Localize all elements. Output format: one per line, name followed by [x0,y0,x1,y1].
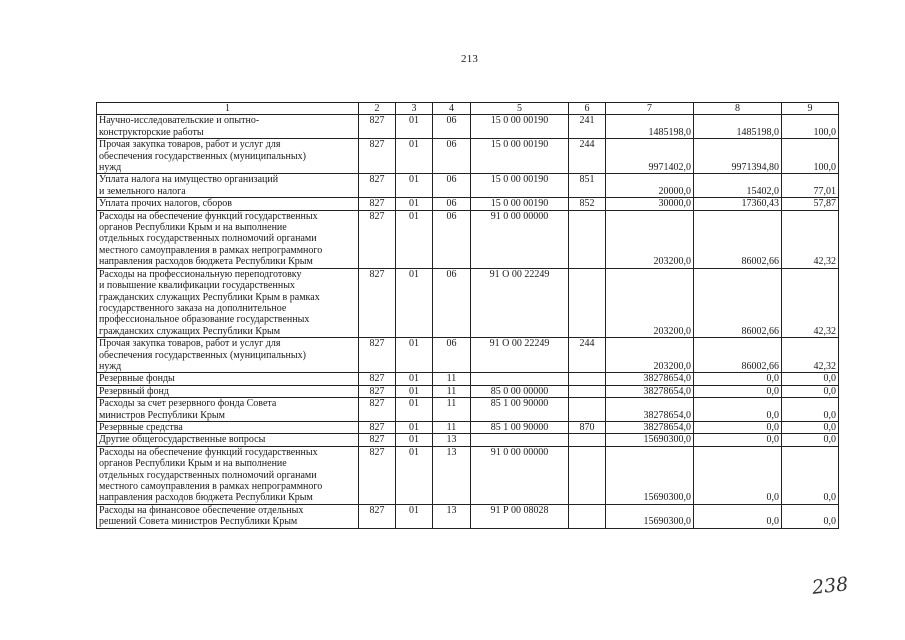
row-c8-cell: 0,0 [694,421,782,433]
row-c7-cell: 15690300,0 [606,434,694,446]
row-name-line: профессиональное образование государственных [99,314,310,326]
row-c3-cell: 01 [396,174,433,198]
row-c3-cell: 01 [396,115,433,139]
row-c7-cell: 30000,0 [606,198,694,210]
header-cell: 1 [97,103,359,115]
row-c7-cell: 203200,0 [606,210,694,268]
row-name-line: гражданских служащих Республики Крым в рамках [99,291,320,303]
row-c4-cell: 11 [433,398,471,422]
row-c4-cell: 06 [433,174,471,198]
row-c4-cell: 06 [433,338,471,373]
row-c3-cell: 01 [396,373,433,385]
row-c8-cell: 0,0 [694,385,782,397]
row-name-line: органов Республики Крым и на выполнение [99,458,287,470]
page-number: 213 [461,53,479,65]
header-row [97,103,839,115]
row-c7-cell: 38278654,0 [606,421,694,433]
row-c9-cell: 100,0 [782,139,839,174]
header-cell: 8 [694,103,782,115]
row-name-line: отдельных государственных полномочий органами [99,469,317,481]
handwritten-note: 238 [810,573,850,599]
budget-table [96,102,839,529]
row-name-cell [97,446,359,504]
row-name-line: отдельных государственных полномочий органами [99,233,317,245]
row-c6-cell [569,210,606,268]
row-c5-cell [471,434,569,446]
row-name-cell [97,268,359,337]
row-name-cell [97,385,359,397]
row-c6-cell [569,434,606,446]
row-c8-cell: 0,0 [694,434,782,446]
row-c7-cell: 203200,0 [606,268,694,337]
row-c8-cell: 15402,0 [694,174,782,198]
row-c5-cell: 85 1 00 90000 [471,398,569,422]
row-name-line: Расходы на профессиональную переподготовку [99,268,302,280]
row-c5-cell: 15 0 00 00190 [471,115,569,139]
row-c4-cell: 13 [433,434,471,446]
row-c9-cell: 77,01 [782,174,839,198]
row-c7-cell: 38278654,0 [606,373,694,385]
row-c9-cell: 0,0 [782,385,839,397]
row-c5-cell: 91 0 00 00000 [471,446,569,504]
row-name-line: Резервные средства [99,421,183,433]
row-c7-cell: 9971402,0 [606,139,694,174]
row-c6-cell: 852 [569,198,606,210]
row-c7-cell: 15690300,0 [606,504,694,528]
row-name-line: Резервные фонды [99,373,175,385]
row-name-line: конструкторские работы [99,126,204,138]
row-name-line: Другие общегосударственные вопросы [99,434,266,446]
row-c2-cell: 827 [359,210,396,268]
row-c3-cell: 01 [396,446,433,504]
table-row [97,504,839,528]
row-c2-cell: 827 [359,174,396,198]
row-c4-cell: 06 [433,210,471,268]
row-name-line: гражданских служащих Республики Крым [99,325,281,337]
row-c6-cell [569,446,606,504]
row-c7-cell: 203200,0 [606,338,694,373]
row-c7-cell: 1485198,0 [606,115,694,139]
row-name-line: Расходы на финансовое обеспечение отдельных [99,504,304,516]
table-row [97,139,839,174]
row-name-cell [97,398,359,422]
row-c8-cell: 0,0 [694,446,782,504]
row-c7-cell: 38278654,0 [606,398,694,422]
row-name-line: Научно-исследовательские и опытно- [99,115,260,127]
row-c8-cell: 86002,66 [694,210,782,268]
row-c2-cell: 827 [359,385,396,397]
row-c9-cell: 42,32 [782,210,839,268]
row-c5-cell: 91 О 00 22249 [471,338,569,373]
row-c4-cell: 11 [433,385,471,397]
row-c7-cell: 15690300,0 [606,446,694,504]
table-row [97,115,839,139]
row-c2-cell: 827 [359,504,396,528]
row-c6-cell [569,385,606,397]
row-c8-cell: 0,0 [694,504,782,528]
row-name-line: направления расходов бюджета Республики Крым [99,492,313,504]
row-name-line: и земельного налога [99,185,186,197]
row-c9-cell: 0,0 [782,373,839,385]
row-name-line: и повышение квалификации государственных [99,280,295,292]
row-name-cell [97,504,359,528]
row-name-line: местного самоуправления в рамках непрограммного [99,481,323,492]
row-c8-cell: 9971394,80 [694,139,782,174]
row-c3-cell: 01 [396,398,433,422]
row-c5-cell: 15 0 00 00190 [471,174,569,198]
row-name-line: государственного заказа на дополнительное [99,302,287,314]
row-c2-cell: 827 [359,373,396,385]
table-row [97,434,839,446]
row-c3-cell: 01 [396,421,433,433]
row-c6-cell: 870 [569,421,606,433]
row-c2-cell: 827 [359,268,396,337]
row-c8-cell: 17360,43 [694,198,782,210]
row-c9-cell: 0,0 [782,434,839,446]
row-c4-cell: 13 [433,446,471,504]
row-c2-cell: 827 [359,446,396,504]
row-c3-cell: 01 [396,268,433,337]
row-c5-cell: 91 О 00 22249 [471,268,569,337]
header-cell: 6 [569,103,606,115]
row-name-line: обеспечения государственных (муниципальных) [99,349,306,361]
row-c2-cell: 827 [359,398,396,422]
row-c7-cell: 20000,0 [606,174,694,198]
row-c6-cell [569,373,606,385]
row-c6-cell [569,398,606,422]
row-c8-cell: 1485198,0 [694,115,782,139]
row-c5-cell [471,373,569,385]
row-c9-cell: 100,0 [782,115,839,139]
row-name-cell [97,434,359,446]
row-name-line: обеспечения государственных (муниципальных) [99,150,306,162]
row-name-line: Расходы за счет резервного фонда Совета [99,398,277,410]
row-c5-cell: 85 0 00 00000 [471,385,569,397]
row-c9-cell: 0,0 [782,446,839,504]
table-row [97,198,839,210]
row-c9-cell: 0,0 [782,398,839,422]
row-name-cell [97,210,359,268]
row-c9-cell: 57,87 [782,198,839,210]
row-c3-cell: 01 [396,385,433,397]
header-cell: 4 [433,103,471,115]
row-c2-cell: 827 [359,421,396,433]
row-c2-cell: 827 [359,139,396,174]
row-name-line: Уплата прочих налогов, сборов [99,198,232,210]
table-row [97,174,839,198]
table-row [97,398,839,422]
row-c4-cell: 13 [433,504,471,528]
row-name-line: решений Совета министров Республики Крым [99,516,298,528]
row-name-line: нужд [99,360,122,372]
row-c2-cell: 827 [359,198,396,210]
table-row [97,385,839,397]
row-c4-cell: 06 [433,115,471,139]
row-c8-cell: 0,0 [694,398,782,422]
row-c7-cell: 38278654,0 [606,385,694,397]
row-name-line: Прочая закупка товаров, работ и услуг для [99,338,281,350]
row-c3-cell: 01 [396,210,433,268]
row-name-cell [97,115,359,139]
row-c4-cell: 06 [433,268,471,337]
table-row [97,268,839,337]
row-c5-cell: 15 0 00 00190 [471,139,569,174]
row-c6-cell: 241 [569,115,606,139]
row-c9-cell: 42,32 [782,338,839,373]
row-name-line: органов Республики Крым и на выполнение [99,222,287,234]
row-c5-cell: 91 Р 00 08028 [471,504,569,528]
row-name-cell [97,338,359,373]
row-c3-cell: 01 [396,198,433,210]
row-c6-cell: 244 [569,338,606,373]
row-c9-cell: 0,0 [782,504,839,528]
row-name-line: направления расходов бюджета Республики Крым [99,256,313,268]
row-name-line: Прочая закупка товаров, работ и услуг для [99,139,281,151]
row-c5-cell: 91 0 00 00000 [471,210,569,268]
row-name-cell [97,373,359,385]
header-cell: 2 [359,103,396,115]
table-row [97,338,839,373]
row-c6-cell [569,504,606,528]
row-name-line: Расходы на обеспечение функций государственных [99,210,318,222]
row-c8-cell: 86002,66 [694,268,782,337]
row-name-line: местного самоуправления в рамках непрограммного [99,244,323,256]
header-cell: 3 [396,103,433,115]
row-c5-cell: 15 0 00 00190 [471,198,569,210]
row-c9-cell: 42,32 [782,268,839,337]
table-row [97,210,839,268]
row-name-cell [97,421,359,433]
header-cell: 9 [782,103,839,115]
header-cell: 7 [606,103,694,115]
table-row [97,421,839,433]
row-name-line: нужд [99,162,122,174]
row-name-cell [97,174,359,198]
row-c2-cell: 827 [359,115,396,139]
row-c6-cell: 244 [569,139,606,174]
row-c9-cell: 0,0 [782,421,839,433]
row-c8-cell: 86002,66 [694,338,782,373]
row-c4-cell: 06 [433,198,471,210]
row-c3-cell: 01 [396,139,433,174]
row-c5-cell: 85 1 00 90000 [471,421,569,433]
row-c4-cell: 11 [433,421,471,433]
row-c4-cell: 06 [433,139,471,174]
row-c2-cell: 827 [359,434,396,446]
table-row [97,446,839,504]
row-name-cell [97,198,359,210]
row-c4-cell: 11 [433,373,471,385]
row-name-line: Уплата налога на имущество организаций [99,174,279,186]
row-c6-cell [569,268,606,337]
table-row [97,373,839,385]
row-c3-cell: 01 [396,434,433,446]
row-c3-cell: 01 [396,504,433,528]
header-cell: 5 [471,103,569,115]
row-c2-cell: 827 [359,338,396,373]
row-name-line: Резервный фонд [99,385,169,397]
row-name-cell [97,139,359,174]
row-c3-cell: 01 [396,338,433,373]
row-name-line: министров Республики Крым [99,409,225,421]
row-c6-cell: 851 [569,174,606,198]
row-name-line: Расходы на обеспечение функций государственных [99,446,318,458]
row-c8-cell: 0,0 [694,373,782,385]
